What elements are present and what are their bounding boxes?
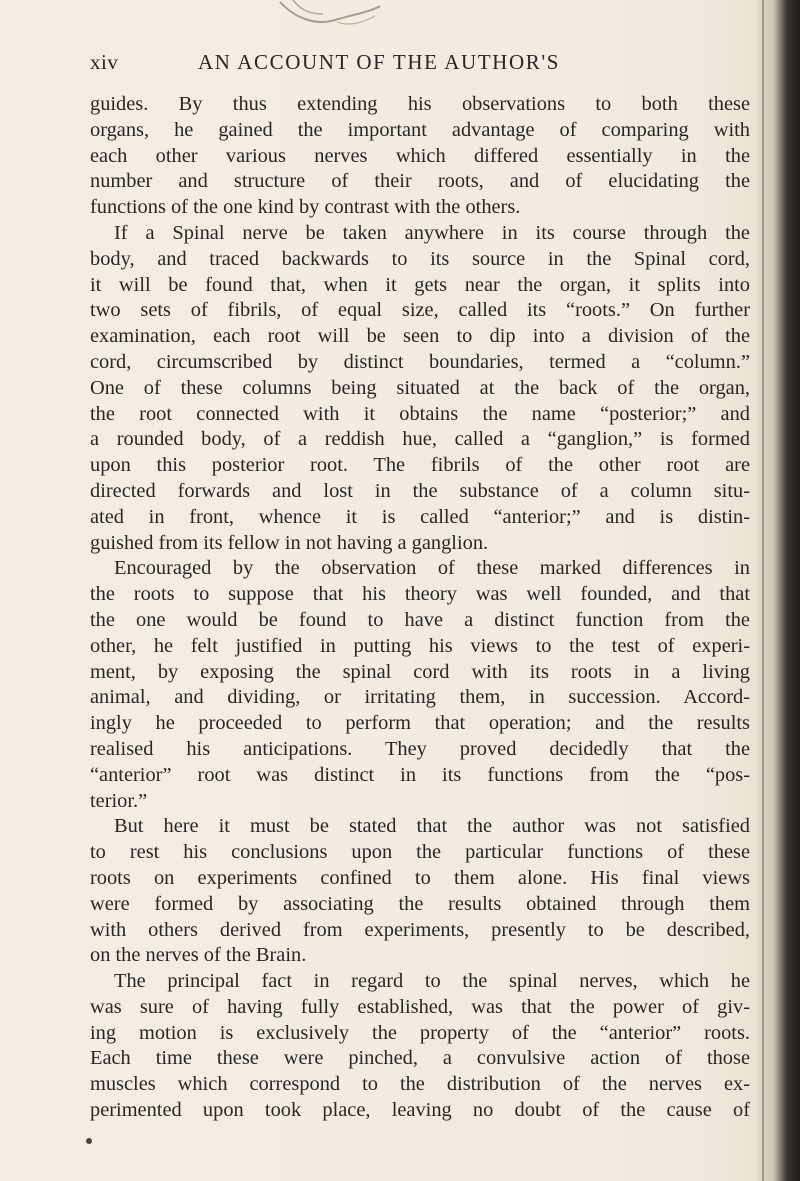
text-line: a rounded body, of a reddish hue, called a “ganglion,” is formed <box>90 428 750 451</box>
text-line: the root connected with it obtains the name “posterior;” and <box>90 402 750 425</box>
binding-line <box>762 0 764 1181</box>
text-line: examination, each root will be seen to dip into a division of the <box>90 325 750 348</box>
text-line: animal, and dividing, or irritating them, in succession. Accord- <box>90 686 750 709</box>
text-line: directed forwards and lost in the substance of a column situ- <box>90 479 750 502</box>
text-line: guides. By thus extending his observations to both these <box>90 93 750 115</box>
text-line: on the nerves of the Brain. <box>90 944 307 967</box>
text-line: realised his anticipations. They proved decidedly that the <box>90 737 750 760</box>
ink-smudge <box>275 0 385 30</box>
body-text <box>90 92 750 1124</box>
text-line: muscles which correspond to the distribution of the nerves ex- <box>90 1073 750 1096</box>
text-line: One of these columns being situated at the back of the organ, <box>90 376 750 399</box>
text-line: to rest his conclusions upon the particular functions of these <box>90 841 750 864</box>
text-line: cord, circumscribed by distinct boundaries, termed a “column.” <box>90 350 750 373</box>
text-line: roots on experiments confined to them alone. His final views <box>90 866 750 889</box>
text-line: If a Spinal nerve be taken anywhere in its course through the <box>114 221 750 244</box>
text-line: perimented upon took place, leaving no doubt of the cause of <box>90 1099 750 1122</box>
text-line: guished from its fellow in not having a ganglion. <box>90 531 489 554</box>
text-line: the one would be found to have a distinct function from the <box>90 608 750 631</box>
text-line: “anterior” root was distinct in its functions from the “pos- <box>90 763 750 786</box>
text-line: ated in front, whence it is called “anterior;” and is distin- <box>90 505 750 528</box>
text-line: functions of the one kind by contrast with the others. <box>90 196 521 219</box>
text-line: it will be found that, when it gets near the organ, it splits into <box>90 273 750 296</box>
text-line: other, he felt justified in putting his views to the test of experi- <box>90 634 750 657</box>
ink-dot <box>86 1138 92 1144</box>
text-line: organs, he gained the important advantage of comparing with <box>90 118 750 141</box>
text-line: with others derived from experiments, presently to be described, <box>90 918 750 941</box>
page-header <box>0 50 800 80</box>
text-line: ing motion is exclusively the property of the “anterior” roots. <box>90 1021 750 1044</box>
text-line: The principal fact in regard to the spinal nerves, which he <box>114 970 750 993</box>
text-line: ment, by exposing the spinal cord with its roots in a living <box>90 660 750 683</box>
running-head: AN ACCOUNT OF THE AUTHOR'S <box>198 50 560 74</box>
text-line: was sure of having fully established, was that the power of giv- <box>90 995 750 1018</box>
text-line: two sets of fibrils, of equal size, called its “roots.” On further <box>90 299 750 322</box>
text-line: number and structure of their roots, and of elucidating the <box>90 170 750 193</box>
text-line: Encouraged by the observation of these marked differences in <box>114 557 750 580</box>
text-line: body, and traced backwards to its source in the Spinal cord, <box>90 247 750 270</box>
text-line: each other various nerves which differed essentially in the <box>90 144 750 167</box>
text-line: Each time these were pinched, a convulsive action of those <box>90 1047 750 1070</box>
text-line: were formed by associating the results obtained through them <box>90 892 750 915</box>
text-line: upon this posterior root. The fibrils of the other root are <box>90 454 750 477</box>
text-line: ingly he proceeded to perform that operation; and the results <box>90 712 750 735</box>
page-number: xiv <box>90 50 119 74</box>
text-line: terior.” <box>90 789 148 812</box>
text-line: the roots to suppose that his theory was well founded, and that <box>90 583 750 606</box>
text-line: But here it must be stated that the author was not satisfied <box>114 815 750 838</box>
